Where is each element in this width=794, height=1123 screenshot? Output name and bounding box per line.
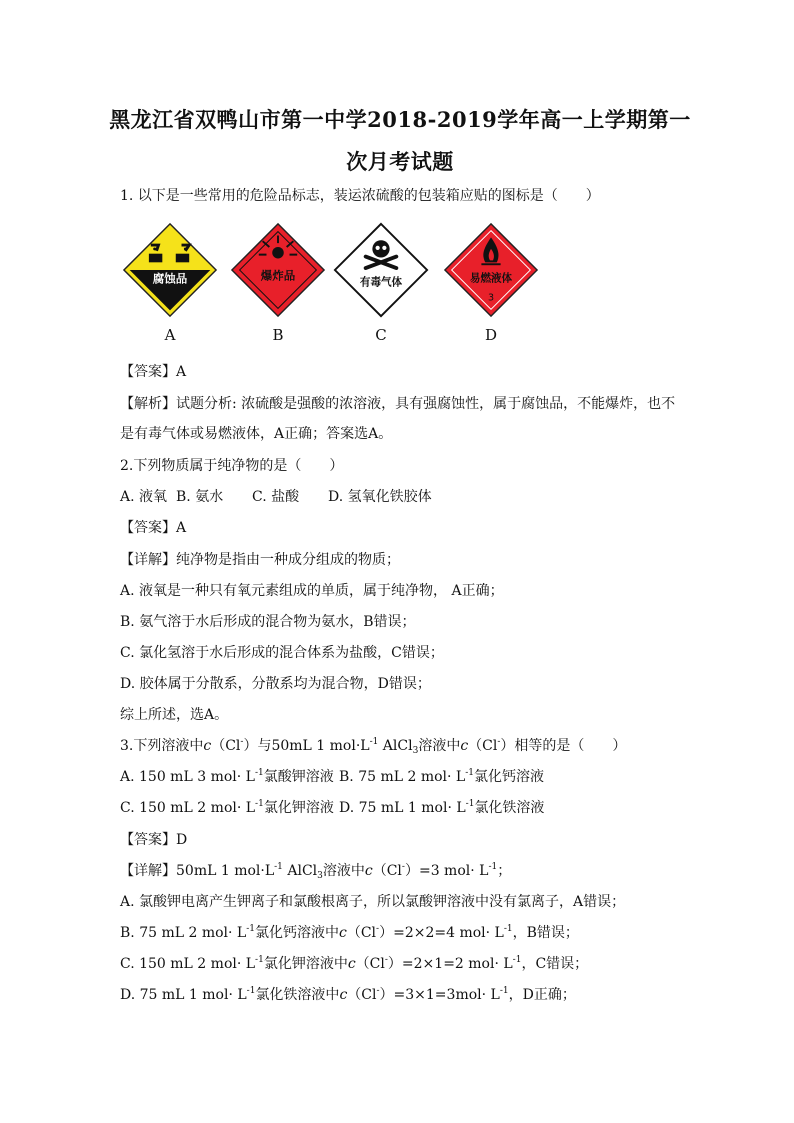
opt-text: D. 75 mL 1 mol· L: [339, 800, 466, 816]
detail-tag: 【详解】: [120, 552, 176, 568]
answer-tag: 【答案】: [120, 364, 176, 380]
detail-text: ；: [497, 863, 512, 879]
cl-text: （Cl: [347, 987, 377, 1003]
sup: -1: [488, 862, 498, 872]
q2-option-b: B. 氨水: [176, 489, 224, 505]
opt-text: C. 150 mL 2 mol· L: [120, 800, 256, 816]
sup: -1: [499, 986, 509, 996]
detail-tag: 【详解】: [120, 863, 176, 879]
sup: -1: [246, 924, 255, 934]
stem-text: 相等的是（ ）: [514, 738, 627, 754]
sub: 3: [412, 746, 419, 756]
q2-answer: [120, 518, 186, 538]
q2-option-a: A. 液氧: [120, 489, 168, 505]
sub: 3: [317, 871, 323, 881]
detail-text: 氯化钙溶液中: [255, 925, 339, 941]
opt-text: 氯酸钾溶液: [263, 769, 334, 785]
opt-text: 氯化铁溶液: [474, 800, 545, 816]
q3-answer: [120, 830, 187, 850]
formula: AlCl: [282, 863, 318, 879]
opt-text: B. 75 mL 2 mol· L: [339, 769, 466, 785]
detail-text: 溶液中: [322, 863, 365, 879]
paren: ）: [243, 738, 258, 754]
q1-analysis-line2: 是有毒气体或易燃液体，A正确；答案选A。: [120, 426, 393, 442]
formula: AlCl: [378, 738, 413, 754]
sup: -: [497, 737, 501, 747]
cl-text: （Cl: [211, 738, 241, 754]
sign-b-text: 爆炸品: [260, 268, 296, 283]
answer-value: A: [176, 364, 187, 380]
answer-tag: 【答案】: [120, 832, 176, 848]
sup: -1: [255, 955, 264, 965]
cl-text: （Cl: [355, 956, 385, 972]
detail-text: =2×2=4 mol· L: [393, 925, 504, 941]
page-title-line1: 黑龙江省双鸭山市第一中学2018-2019学年高一上学期第一: [109, 107, 691, 132]
q3-options-row2: [120, 798, 544, 818]
detail-text: ，B错误；: [512, 925, 579, 941]
analysis-tag: 【解析】: [120, 396, 176, 412]
explosive-sign: [230, 222, 326, 318]
opt-text: 氯化钙溶液: [474, 769, 544, 785]
q2-option-d: D. 氢氧化铁胶体: [328, 489, 432, 505]
sign-b-letter: B: [272, 326, 284, 344]
q3-options-row1: [120, 767, 544, 787]
c-symbol: c: [460, 738, 469, 754]
c-symbol: c: [339, 925, 347, 941]
sup: -1: [512, 955, 522, 965]
q3-option-c: [120, 798, 339, 818]
q2-detail-c: C. 氯化氢溶于水后形成的混合体系为盐酸，C错误；: [120, 645, 444, 661]
answer-tag: 【答案】: [120, 520, 176, 536]
c-symbol: c: [347, 956, 356, 972]
paren: ）: [500, 738, 515, 754]
q3-option-b: [339, 767, 544, 787]
q1-answer: [120, 362, 186, 382]
q3-detail-a: A. 氯酸钾电离产生钾离子和氯酸根离子，所以氯酸钾溶液中没有氯离子，A错误；: [120, 894, 626, 910]
answer-value: D: [176, 832, 188, 848]
sign-a-text: 腐蚀品: [152, 271, 188, 286]
detail-text: =3 mol· L: [418, 863, 489, 879]
q3-detail-intro: [120, 861, 511, 881]
toxic-gas-sign: [333, 222, 429, 318]
q3-detail-b: [120, 923, 579, 943]
detail-text: 氯化铁溶液中: [255, 987, 340, 1003]
sup: -: [376, 924, 380, 934]
stem-text: 与50mL 1 mol·L: [257, 738, 370, 754]
sup: -1: [369, 737, 379, 747]
detail-text: 氯化钾溶液中: [263, 956, 348, 972]
sup: -1: [246, 986, 256, 996]
cl-text: （Cl: [346, 925, 377, 941]
q3-stem: [120, 736, 626, 756]
detail-text: ，C错误；: [521, 956, 589, 972]
detail-text: B. 75 mL 2 mol· L: [120, 925, 247, 941]
opt-text: A. 150 mL 3 mol· L: [120, 769, 255, 785]
sign-c-letter: C: [375, 326, 387, 344]
sup: -: [240, 737, 244, 747]
q3-detail-d: [120, 985, 576, 1005]
flammable-liquid-sign: [443, 222, 539, 318]
q2-option-c: C. 盐酸: [252, 489, 300, 505]
stem-text: 溶液中: [418, 738, 461, 754]
detail-text: ，D正确；: [508, 987, 576, 1003]
cl-text: （Cl: [372, 863, 402, 879]
q2-detail-intro: [120, 550, 400, 570]
q1-stem: 1. 以下是一些常用的危险品标志，装运浓硫酸的包装箱应贴的图标是（ ）: [120, 188, 600, 204]
q3-option-d: [339, 798, 544, 818]
sign-c-text: 有毒气体: [359, 276, 403, 289]
corrosive-sign: [122, 222, 218, 318]
q3-detail-c: [120, 954, 588, 974]
sup: -1: [254, 768, 264, 778]
sup: -1: [255, 799, 264, 809]
sup: -1: [465, 799, 475, 809]
q2-summary: 综上所述，选A。: [120, 707, 229, 723]
sup: -: [384, 955, 388, 965]
detail-text: 纯净物是指由一种成分组成的物质；: [176, 552, 400, 568]
sign-d-text: 易燃液体: [469, 272, 513, 285]
sup: -1: [465, 768, 474, 778]
stem-text: 3.下列溶液中: [120, 738, 204, 754]
sup: -1: [274, 862, 283, 872]
c-symbol: c: [364, 863, 373, 879]
detail-text: =3×1=3mol· L: [393, 987, 500, 1003]
sign-d-letter: D: [484, 326, 498, 344]
q2-detail-b: B. 氨气溶于水后形成的混合物为氨水，B错误；: [120, 614, 416, 630]
cl-text: （Cl: [468, 738, 498, 754]
q1-analysis-line1: [120, 394, 675, 414]
q2-detail-a: A. 液氧是一种只有氧元素组成的单质，属于纯净物， A正确；: [120, 583, 504, 599]
sup: -1: [503, 924, 513, 934]
sup: -: [376, 986, 380, 996]
answer-value: A: [176, 520, 187, 536]
paren: ）: [379, 925, 394, 941]
q2-options: [120, 487, 432, 507]
detail-text: 50mL 1 mol·L: [176, 863, 275, 879]
q2-stem: 2.下列物质属于纯净物的是（ ）: [120, 458, 344, 474]
sup: -: [401, 862, 405, 872]
detail-text: C. 150 mL 2 mol· L: [120, 956, 256, 972]
page-title-line2: 次月考试题: [346, 149, 454, 174]
opt-text: 氯化钾溶液: [263, 800, 334, 816]
paren: ）: [404, 863, 419, 879]
paren: ）: [387, 956, 402, 972]
c-symbol: c: [203, 738, 212, 754]
detail-text: =2×1=2 mol· L: [401, 956, 513, 972]
paren: ）: [379, 987, 394, 1003]
sign-a-letter: A: [164, 326, 176, 344]
analysis-text: 试题分析: 浓硫酸是强酸的浓溶液，具有强腐蚀性，属于腐蚀品，不能爆炸，也不: [176, 396, 676, 412]
c-symbol: c: [339, 987, 348, 1003]
sign-d-number: 3: [487, 292, 495, 304]
detail-text: D. 75 mL 1 mol· L: [120, 987, 247, 1003]
q2-detail-d: D. 胶体属于分散系，分散系均为混合物，D错误；: [120, 676, 431, 692]
q3-option-a: [120, 767, 339, 787]
